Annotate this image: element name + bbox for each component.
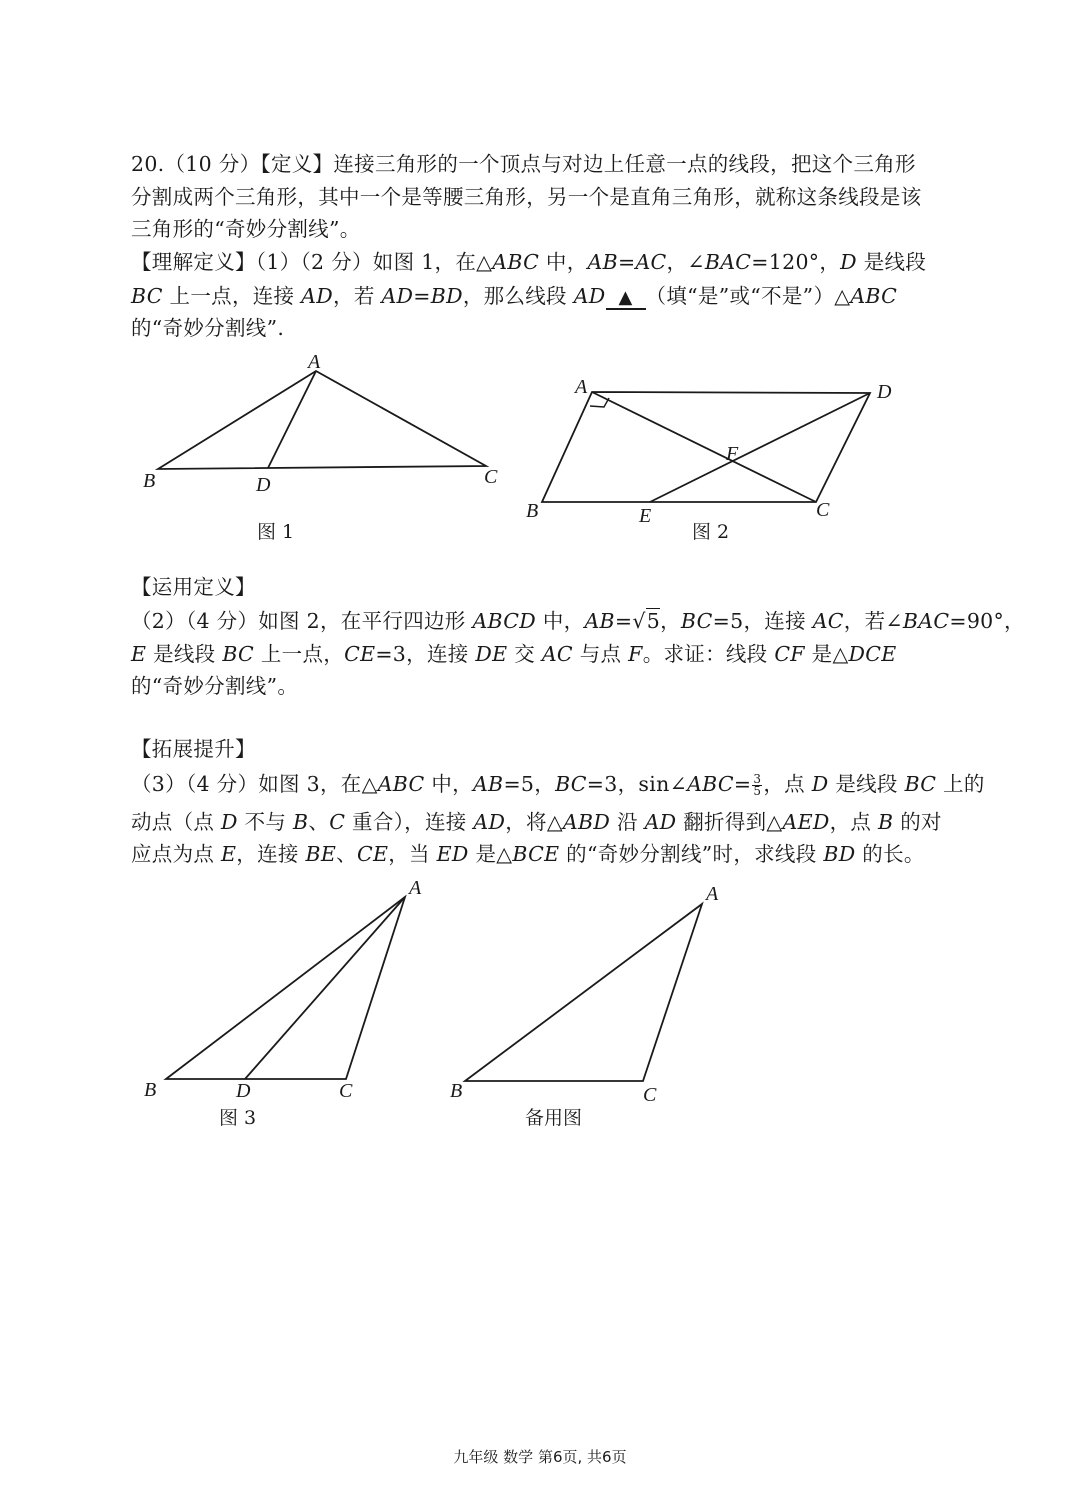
fig3-triangle-abc: [166, 897, 405, 1079]
part3-heading: 【拓展提升】: [131, 737, 256, 761]
problem-line-2: 分割成两个三角形，其中一个是等腰三角形，另一个是直角三角形，就称这条线段是该: [131, 185, 922, 209]
fig2-label-a: A: [575, 376, 588, 398]
problem-line-1: 20.（10 分）【定义】连接三角形的一个顶点与对边上任意一点的线段，把这个三角形: [131, 152, 916, 176]
fig2-label-b: B: [526, 500, 539, 522]
figure-3: [166, 897, 405, 1079]
fig2-caption: 图 2: [692, 521, 730, 543]
fig4-caption: 备用图: [525, 1107, 583, 1129]
fig4-label-c: C: [643, 1084, 657, 1106]
fig3-segment-ad: [245, 897, 405, 1079]
fig1-label-a: A: [308, 351, 321, 373]
fig1-label-d: D: [256, 474, 271, 496]
part2-line-3: 的“奇妙分割线”。: [131, 674, 299, 698]
fig3-label-b: B: [144, 1079, 157, 1101]
fig4-triangle-abc: [465, 904, 702, 1081]
part2-line-2: E 是线段 BC 上一点，CE=3，连接 DE 交 AC 与点 F。求证：线段 CF 是△DCE: [131, 642, 897, 666]
part1-line-3: 的“奇妙分割线”.: [131, 316, 285, 340]
fraction-3-5: $\frac{3}{5}$: [753, 772, 762, 798]
fig1-label-b: B: [143, 470, 156, 492]
part3-line-1: （3）（4 分）如图 3，在△ABC 中，AB=5，BC=3，sin∠ABC= $\frac{3}{5}$ ，点 D 是线段 BC 上的: [131, 772, 985, 798]
figure-2: [542, 392, 870, 502]
fig1-label-c: C: [484, 466, 498, 488]
problem-line-3: 三角形的“奇妙分割线”。: [131, 217, 361, 241]
fig2-label-e: E: [639, 505, 652, 527]
page-footer: 九年级 数学 第6页, 共6页: [453, 1448, 627, 1466]
figure-1: [158, 371, 486, 469]
fig3-label-c: C: [339, 1080, 353, 1102]
answer-blank[interactable]: ▲: [606, 286, 646, 310]
part2-line-1: （2）（4 分）如图 2，在平行四边形 ABCD 中，AB=√5，BC=5，连接 AC，若∠BAC=90°，: [131, 609, 1025, 633]
fig1-caption: 图 1: [257, 521, 295, 543]
fig4-label-b: B: [450, 1080, 463, 1102]
part3-line-2: 动点（点 D 不与 B、C 重合），连接 AD，将△ABD 沿 AD 翻折得到△AED，点 B 的对: [131, 810, 942, 834]
part3-line-3: 应点为点 E，连接 BE、CE，当 ED 是△BCE 的“奇妙分割线”时，求线段 BD 的长。: [131, 842, 925, 866]
fig2-label-d: D: [877, 381, 892, 403]
part1-line-2: BC 上一点，连接 AD，若 AD=BD，那么线段 AD ▲ （填“是”或“不是”）△ABC: [131, 284, 898, 308]
fig2-segment-de: [650, 393, 870, 502]
fig2-label-f: F: [726, 443, 739, 465]
figure-backup: [465, 904, 702, 1081]
part1-line-1: 【理解定义】（1）（2 分）如图 1，在△ABC 中，AB=AC，∠BAC=120°，D 是线段: [131, 250, 927, 274]
part2-heading: 【运用定义】: [131, 575, 256, 599]
fig2-label-c: C: [816, 499, 830, 521]
fig4-label-a: A: [706, 883, 719, 905]
fig2-segment-ac: [592, 392, 816, 502]
fig1-triangle-abc: [158, 371, 486, 469]
fig3-caption: 图 3: [219, 1107, 257, 1129]
fig3-label-d: D: [236, 1080, 251, 1102]
fig3-label-a: A: [409, 877, 422, 899]
